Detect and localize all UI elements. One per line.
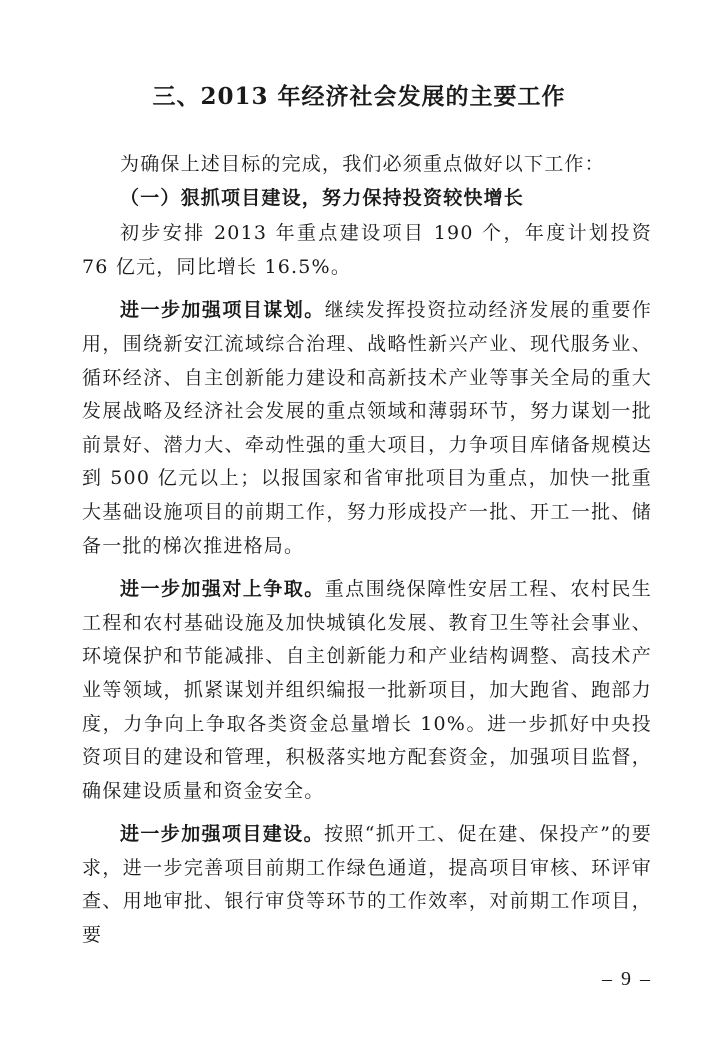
paragraph-lead: 进一步加强对上争取。 bbox=[120, 578, 325, 601]
paragraph bbox=[82, 573, 652, 808]
paragraph bbox=[82, 818, 652, 952]
paragraph bbox=[82, 294, 652, 563]
intro-paragraph: 为确保上述目标的完成，我们必须重点做好以下工作： bbox=[120, 153, 605, 175]
paragraph bbox=[82, 217, 652, 284]
paragraph-lead: 进一步加强项目谋划。 bbox=[120, 299, 325, 322]
paragraph-lead: 进一步加强项目建设。 bbox=[120, 823, 324, 846]
body-text bbox=[82, 148, 652, 963]
paragraph-text: 重点围绕保障性安居工程、农村民生工程和农村基础设施及加快城镇化发展、教育卫生等社会事业、环境保护和节能减排、自主创新能力和产业结构调整、高技术产业等领域，抓紧谋划并组织编报一批新项目，加大跑省、跑部力度，力争向上争取各类资金总量增长 10%。进一步抓好中央投资项目的建设和管理，积极落实地方配套资金，加强项目监督，确保建设质量和资金安全。 bbox=[82, 578, 652, 802]
section-heading: （一）狠抓项目建设，努力保持投资较快增长 bbox=[120, 186, 525, 209]
page-number: – 9 – bbox=[602, 968, 652, 990]
paragraph-text: 初步安排 2013 年重点建设项目 190 个，年度计划投资 76 亿元，同比增长 16.5%。 bbox=[82, 222, 652, 278]
page-title: 三、2013 年经济社会发展的主要工作 bbox=[152, 83, 566, 110]
paragraph-text: 继续发挥投资拉动经济发展的重要作用，围绕新安江流域综合治理、战略性新兴产业、现代服务业、循环经济、自主创新能力建设和高新技术产业等事关全局的重大发展战略及经济社会发展的重点领域和薄弱环节，努力谋划一批前景好、潜力大、牵动性强的重大项目，力争项目库储备规模达到 500 亿元以上；以报国家和省审批项目为重点，加快一批重大基础设施项目的前期工作，努力形成投产一批、开工一批、储备一批的梯次推进格局。 bbox=[82, 299, 652, 557]
paragraph-text: 按照“抓开工、促在建、保投产”的要求，进一步完善项目前期工作绿色通道，提高项目审核、环评审查、用地审批、银行审贷等环节的工作效率，对前期工作项目，要 bbox=[82, 823, 652, 947]
